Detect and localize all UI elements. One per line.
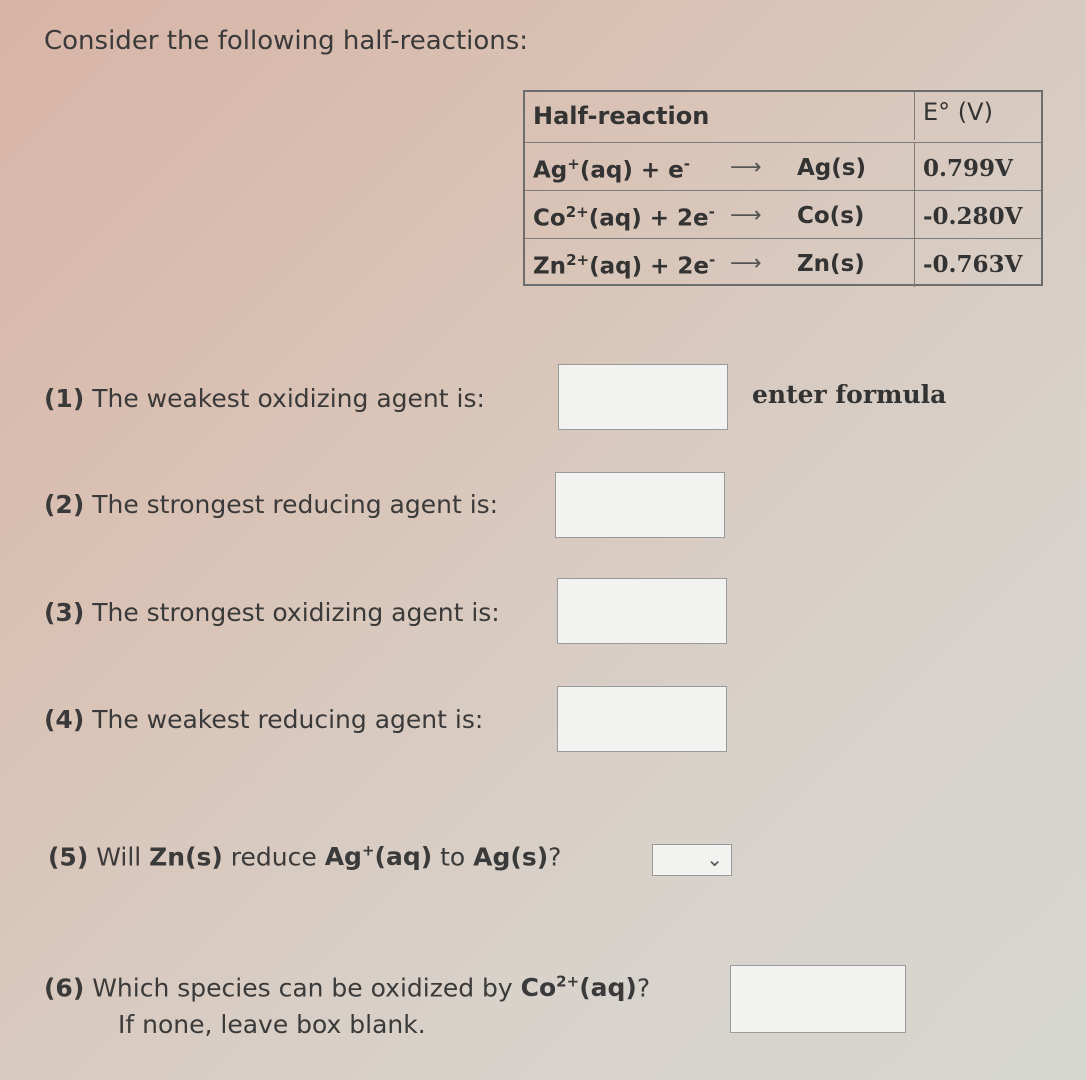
reaction-arrow: ⟶ (730, 251, 762, 276)
question-3-input[interactable] (557, 578, 727, 644)
question-5-dropdown[interactable] (652, 844, 732, 876)
reaction-arrow: ⟶ (730, 155, 762, 180)
question-4-label: (4) The weakest reducing agent is: (44, 705, 484, 734)
table-row (525, 142, 1041, 191)
formula-hint: enter formula (752, 380, 947, 409)
reactant: $Co^{2+}(aq) + 2e^-$ (533, 203, 715, 232)
reaction-arrow: ⟶ (730, 203, 762, 228)
potential-value: 0.799V (923, 155, 1013, 182)
reactant: Ag+(aq) + e- (533, 155, 690, 184)
product: Ag(s) (797, 155, 866, 181)
half-reaction-table (523, 90, 1043, 286)
potential-value: -0.763V (923, 251, 1023, 278)
question-1-input[interactable] (558, 364, 728, 430)
question-6-note: If none, leave box blank. (118, 1010, 426, 1039)
table-header-row (525, 92, 1041, 140)
product: Co(s) (797, 203, 865, 229)
header-potential: E° (V) (923, 98, 993, 126)
prompt-text: Consider the following half-reactions: (44, 26, 529, 56)
header-half-reaction: Half-reaction (533, 102, 710, 130)
question-6-input[interactable] (730, 965, 906, 1033)
product: Zn(s) (797, 251, 865, 277)
potential-value: -0.280V (923, 203, 1023, 230)
question-4-input[interactable] (557, 686, 727, 752)
table-row (525, 238, 1041, 287)
table-row (525, 190, 1041, 239)
chevron-down-icon: ⌄ (706, 847, 723, 871)
question-5-label: (5) Will Zn(s) reduce Ag+(aq) to Ag(s)? (48, 842, 562, 872)
question-6-label: (6) Which species can be oxidized by $Co^{2+}(aq)$? (44, 973, 651, 1003)
question-2-label: (2) The strongest reducing agent is: (44, 490, 499, 519)
question-1-label: (1) The weakest oxidizing agent is: (44, 384, 485, 413)
question-3-label: (3) The strongest oxidizing agent is: (44, 598, 500, 627)
question-2-input[interactable] (555, 472, 725, 538)
reactant: $Zn^{2+}(aq) + 2e^-$ (533, 251, 716, 280)
